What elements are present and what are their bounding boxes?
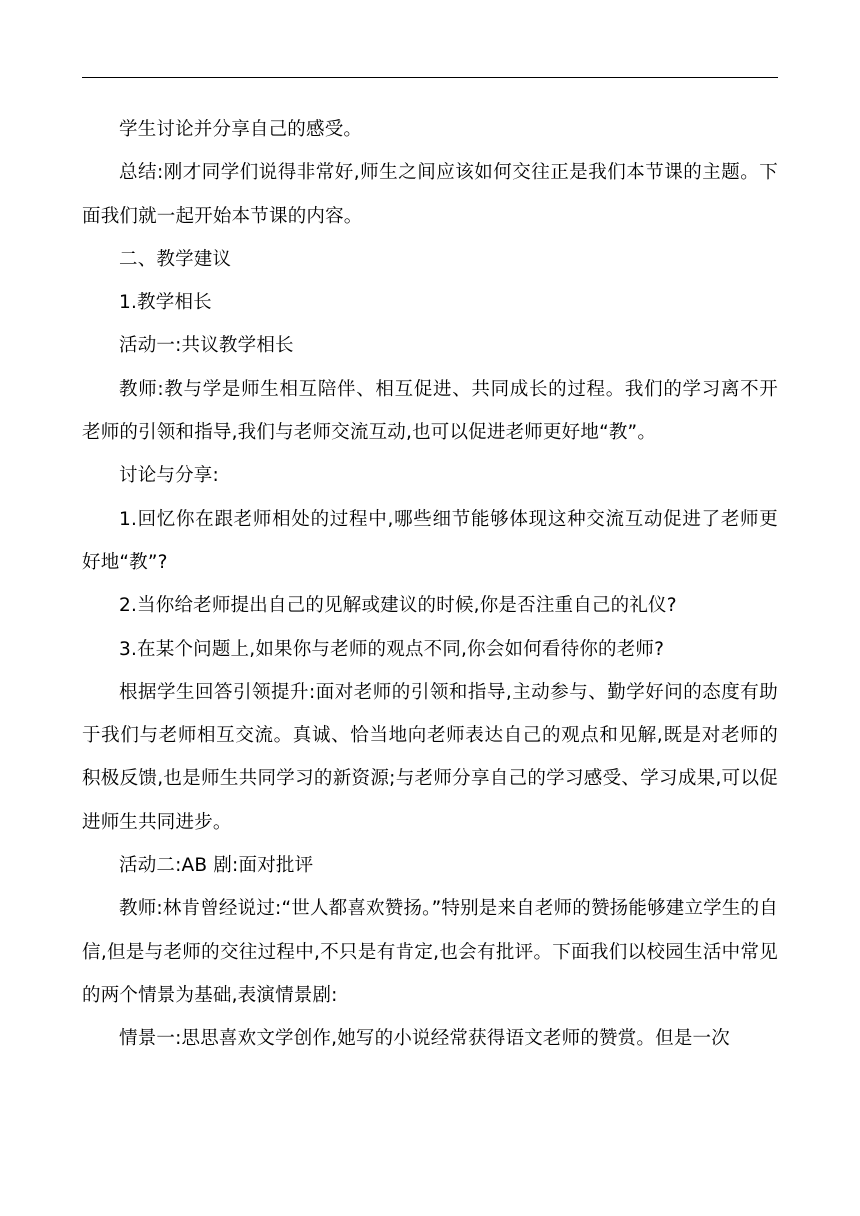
activity-two-title: 活动二:AB 剧:面对批评: [119, 855, 314, 877]
paragraph-scenario-one: 情景一:思思喜欢文学创作,她写的小说经常获得语文老师的赞赏。但是一次: [119, 1028, 730, 1050]
document-body: [82, 108, 778, 1061]
paragraph-guidance-summary: 根据学生回答引领提升:面对老师的引领和指导,主动参与、勤学好问的态度有助于我们与老师相互交流。真诚、恰当地向老师表达自己的观点和见解,既是对老师的积极反馈,也是师生共同学习的新资源;与老师分享自己的学习感受、学习成果,可以促进师生共同进步。: [82, 681, 778, 833]
paragraph-teacher-intro: 教师:教与学是师生相互陪伴、相互促进、共同成长的过程。我们的学习离不开老师的引领和指导,我们与老师交流互动,也可以促进老师更好地“教”。: [82, 378, 778, 444]
question-1: 1.回忆你在跟老师相处的过程中,哪些细节能够体现这种交流互动促进了老师更好地“教”?: [82, 508, 778, 573]
subsection-heading-teaching-mutual-growth: 1.教学相长: [119, 292, 212, 314]
activity-one-title: 活动一:共议教学相长: [119, 335, 294, 357]
discussion-share-label: 讨论与分享:: [119, 465, 219, 487]
header-rule: [82, 77, 778, 78]
question-3: 3.在某个问题上,如果你与老师的观点不同,你会如何看待你的老师?: [119, 638, 665, 660]
section-heading-teaching-suggestions: 二、教学建议: [119, 248, 232, 270]
paragraph-teacher-lincoln: 教师:林肯曾经说过:“世人都喜欢赞扬。”特别是来自老师的赞扬能够建立学生的自信,但是与老师的交往过程中,不只是有肯定,也会有批评。下面我们以校园生活中常见的两个情景为基础,表演情景剧:: [82, 898, 778, 1006]
question-2: 2.当你给老师提出自己的见解或建议的时候,你是否注重自己的礼仪?: [119, 595, 677, 617]
paragraph-summary: 总结:刚才同学们说得非常好,师生之间应该如何交往正是我们本节课的主题。下面我们就一起开始本节课的内容。: [82, 162, 778, 227]
paragraph-student-discussion: 学生讨论并分享自己的感受。: [119, 119, 363, 140]
